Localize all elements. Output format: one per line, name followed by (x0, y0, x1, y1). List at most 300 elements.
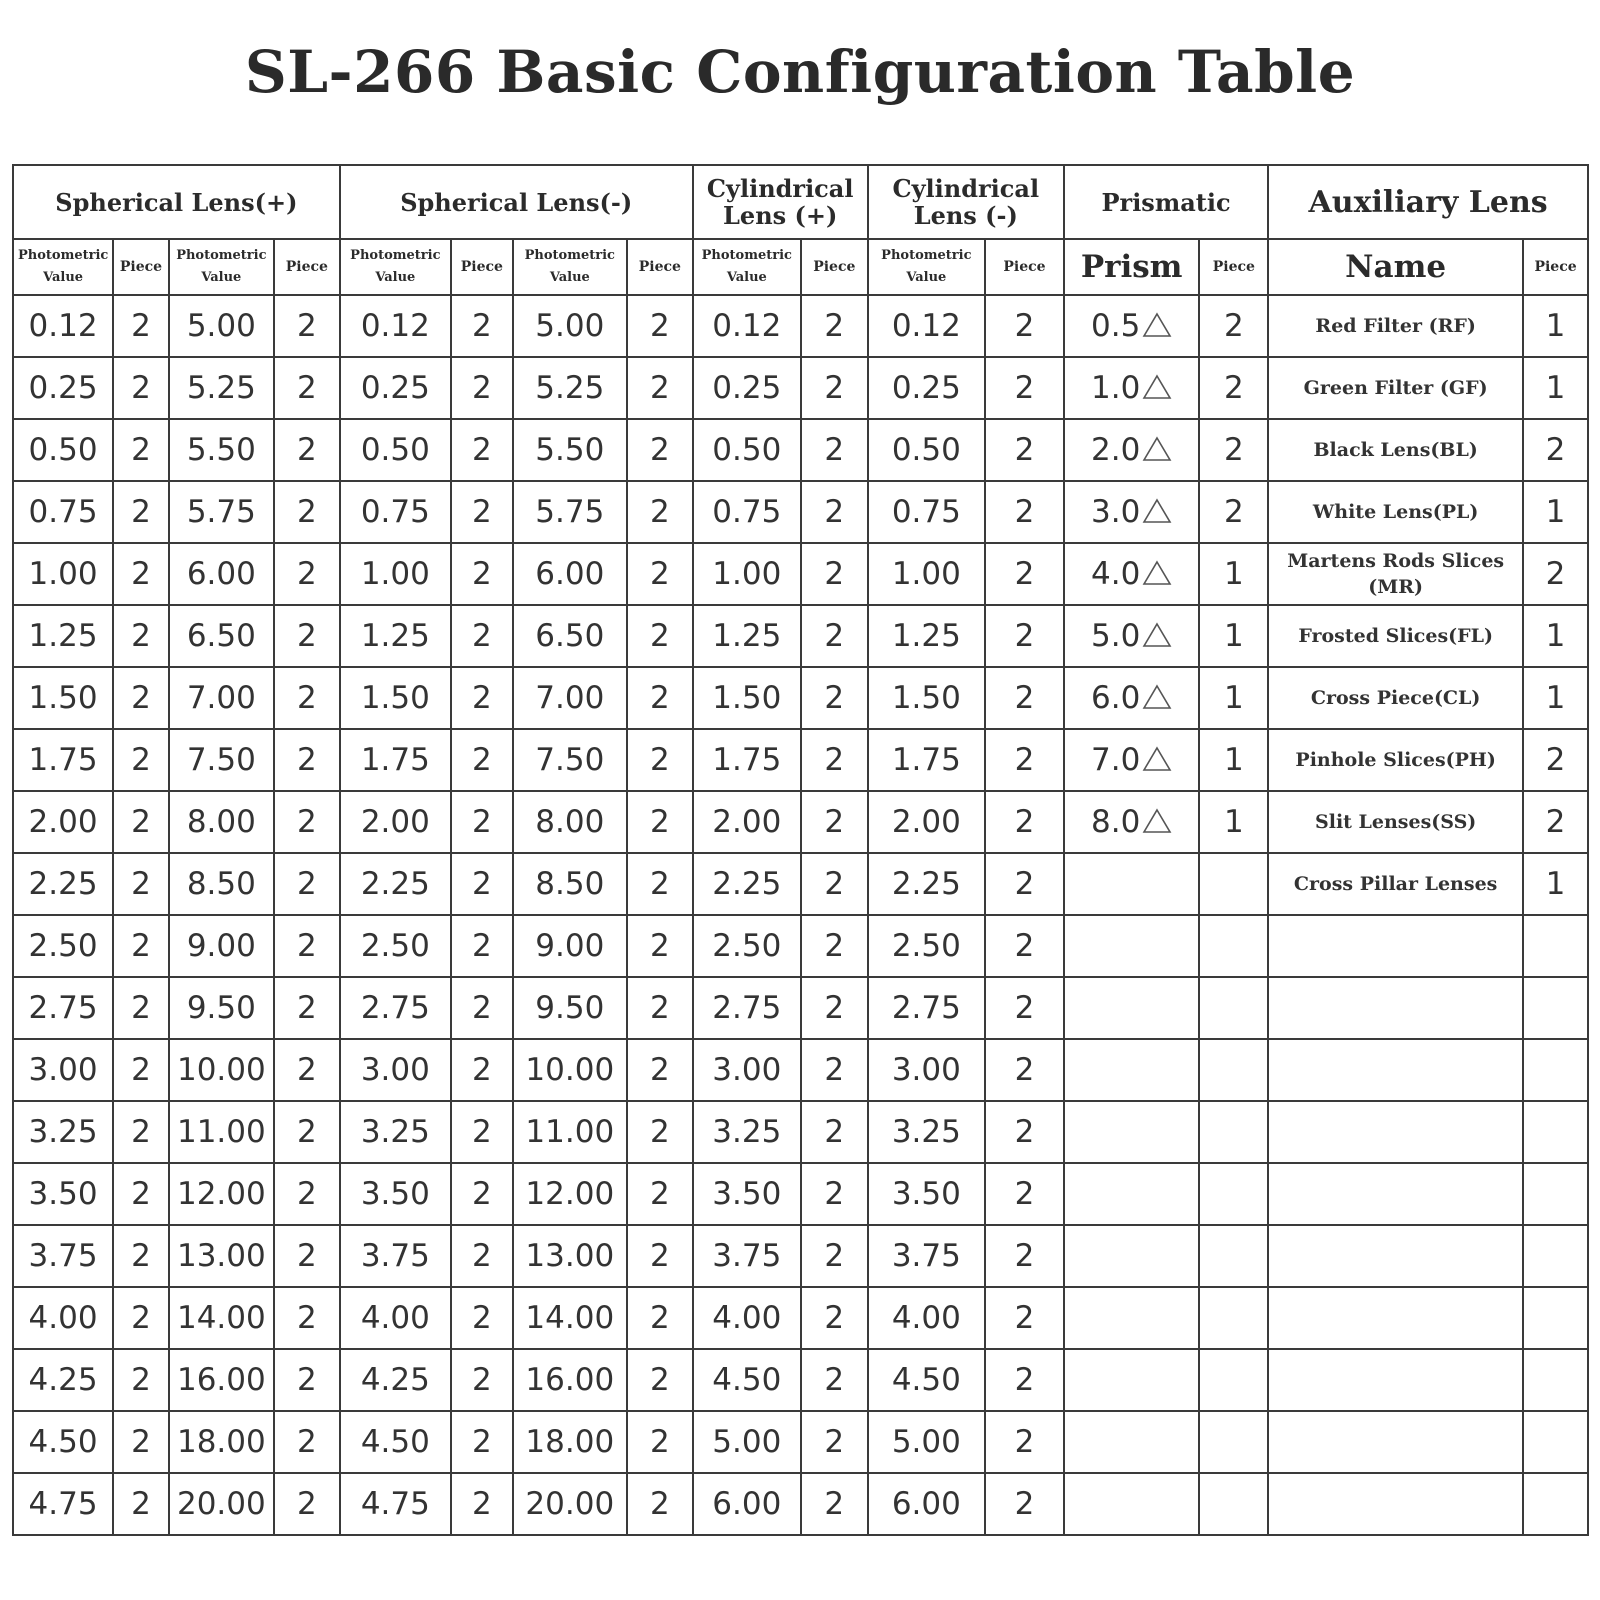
sph-minus-value: 4.50 (340, 1411, 451, 1473)
cyl-plus-piece: 2 (801, 853, 868, 915)
auxiliary-lens-name: Pinhole Slices(PH) (1268, 729, 1523, 791)
table-row (13, 1349, 1588, 1411)
sph-minus-piece: 2 (627, 1349, 693, 1411)
sph-minus-value: 0.50 (340, 419, 451, 481)
sph-plus-piece: 2 (113, 1163, 169, 1225)
sph-minus-value: 6.00 (513, 543, 627, 605)
sph-plus-piece: 2 (274, 729, 340, 791)
cyl-plus-value: 3.75 (693, 1225, 801, 1287)
sph-plus-piece: 2 (274, 419, 340, 481)
cyl-minus-piece: 2 (985, 853, 1064, 915)
configuration-table (12, 164, 1589, 1536)
sph-minus-value: 2.25 (340, 853, 451, 915)
cyl-plus-value: 0.12 (693, 295, 801, 357)
prism-diopter-value: 1.0 (1091, 370, 1141, 406)
sph-minus-piece: 2 (451, 357, 513, 419)
sph-plus-value: 20.00 (169, 1473, 274, 1535)
sph-plus-value: 16.00 (169, 1349, 274, 1411)
sph-plus-piece: 2 (274, 357, 340, 419)
sph-minus-piece: 2 (451, 1349, 513, 1411)
table-row (13, 1287, 1588, 1349)
sph-plus-piece: 2 (113, 543, 169, 605)
cyl-plus-piece: 2 (801, 667, 868, 729)
cyl-minus-value: 1.25 (868, 605, 985, 667)
sph-minus-piece: 2 (627, 667, 693, 729)
auxiliary-lens-name: Black Lens(BL) (1268, 419, 1523, 481)
sph-minus-value: 7.50 (513, 729, 627, 791)
auxiliary-lens-name: White Lens(PL) (1268, 481, 1523, 543)
prism-value (1064, 605, 1200, 667)
sph-minus-value: 3.75 (340, 1225, 451, 1287)
sph-plus-piece: 2 (274, 1411, 340, 1473)
sph-plus-piece: 2 (274, 1225, 340, 1287)
auxiliary-piece: 1 (1523, 853, 1588, 915)
prism-diopter-value: 4.0 (1091, 556, 1141, 592)
sph-plus-piece: 2 (113, 729, 169, 791)
cyl-plus-value: 2.00 (693, 791, 801, 853)
sph-plus-value: 12.00 (169, 1163, 274, 1225)
prism-value (1064, 1101, 1200, 1163)
auxiliary-lens-name (1268, 1287, 1523, 1349)
sph-minus-piece: 2 (451, 419, 513, 481)
sph-minus-value: 7.00 (513, 667, 627, 729)
prism-value (1064, 419, 1200, 481)
prism-value (1064, 915, 1200, 977)
sph-plus-value: 7.00 (169, 667, 274, 729)
auxiliary-piece: 1 (1523, 667, 1588, 729)
auxiliary-lens-name (1268, 977, 1523, 1039)
sph-plus-value: 4.00 (13, 1287, 113, 1349)
cyl-minus-value: 3.50 (868, 1163, 985, 1225)
sph-plus-value: 0.12 (13, 295, 113, 357)
auxiliary-piece: 2 (1523, 791, 1588, 853)
sph-plus-piece: 2 (274, 1039, 340, 1101)
sph-minus-value: 9.50 (513, 977, 627, 1039)
sph-plus-value: 5.00 (169, 295, 274, 357)
sph-minus-value: 6.50 (513, 605, 627, 667)
prism-value (1064, 977, 1200, 1039)
prism-piece (1199, 1101, 1268, 1163)
prism-diopter-value: 0.5 (1091, 308, 1141, 344)
sph-minus-piece: 2 (627, 1411, 693, 1473)
auxiliary-lens-name: Slit Lenses(SS) (1268, 791, 1523, 853)
cyl-minus-value: 4.00 (868, 1287, 985, 1349)
prism-diopter-value: 2.0 (1091, 432, 1141, 468)
table-row (13, 1039, 1588, 1101)
sph-plus-piece: 2 (274, 853, 340, 915)
prism-piece (1199, 915, 1268, 977)
cyl-minus-piece: 2 (985, 543, 1064, 605)
prism-piece: 2 (1199, 419, 1268, 481)
cyl-minus-piece: 2 (985, 1411, 1064, 1473)
cyl-minus-piece: 2 (985, 1349, 1064, 1411)
sph-minus-piece: 2 (627, 915, 693, 977)
prism-diopter-value: 6.0 (1091, 680, 1141, 716)
piece-header: Piece (113, 239, 169, 295)
auxiliary-piece (1523, 915, 1588, 977)
sph-plus-piece: 2 (274, 1287, 340, 1349)
prism-piece (1199, 1163, 1268, 1225)
sph-plus-value: 1.50 (13, 667, 113, 729)
auxiliary-piece (1523, 1101, 1588, 1163)
auxiliary-piece (1523, 1473, 1588, 1535)
auxiliary-piece (1523, 1411, 1588, 1473)
sub-header-row (13, 239, 1588, 295)
prism-piece (1199, 1225, 1268, 1287)
sph-minus-value: 3.50 (340, 1163, 451, 1225)
cyl-plus-piece: 2 (801, 1349, 868, 1411)
piece-header: Piece (627, 239, 693, 295)
sph-minus-value: 4.75 (340, 1473, 451, 1535)
sph-minus-piece: 2 (451, 977, 513, 1039)
cyl-plus-value: 2.50 (693, 915, 801, 977)
sph-minus-value: 3.25 (340, 1101, 451, 1163)
sph-minus-value: 18.00 (513, 1411, 627, 1473)
auxiliary-piece: 1 (1523, 357, 1588, 419)
sph-minus-piece: 2 (451, 667, 513, 729)
sph-minus-piece: 2 (451, 605, 513, 667)
sph-minus-piece: 2 (627, 791, 693, 853)
sph-minus-value: 14.00 (513, 1287, 627, 1349)
prism-piece (1199, 1411, 1268, 1473)
auxiliary-lens-name (1268, 1163, 1523, 1225)
cyl-minus-piece: 2 (985, 1287, 1064, 1349)
table-row (13, 481, 1588, 543)
auxiliary-lens-name: Frosted Slices(FL) (1268, 605, 1523, 667)
prism-diopter-value: 7.0 (1091, 742, 1141, 778)
prism-value (1064, 1411, 1200, 1473)
prism-value (1064, 1473, 1200, 1535)
cyl-minus-value: 3.25 (868, 1101, 985, 1163)
sph-minus-value: 1.75 (340, 729, 451, 791)
sph-minus-value: 4.00 (340, 1287, 451, 1349)
triangle-icon (1142, 746, 1172, 772)
photometric-value-header: Photometric Value (513, 239, 627, 295)
auxiliary-lens-name (1268, 1101, 1523, 1163)
cyl-plus-value: 0.25 (693, 357, 801, 419)
sph-minus-piece: 2 (451, 1287, 513, 1349)
auxiliary-piece (1523, 977, 1588, 1039)
sph-minus-piece: 2 (627, 1039, 693, 1101)
sph-plus-value: 14.00 (169, 1287, 274, 1349)
prism-piece (1199, 1473, 1268, 1535)
triangle-icon (1142, 560, 1172, 586)
table-row (13, 915, 1588, 977)
triangle-icon (1142, 312, 1172, 338)
piece-header: Piece (801, 239, 868, 295)
sph-plus-piece: 2 (113, 1473, 169, 1535)
sph-plus-value: 2.25 (13, 853, 113, 915)
sph-minus-value: 2.75 (340, 977, 451, 1039)
sph-minus-piece: 2 (627, 1163, 693, 1225)
sph-plus-value: 4.75 (13, 1473, 113, 1535)
sph-minus-piece: 2 (627, 977, 693, 1039)
prism-value (1064, 1349, 1200, 1411)
prism-header: Prism (1064, 239, 1200, 295)
sph-minus-piece: 2 (627, 357, 693, 419)
cyl-plus-value: 1.75 (693, 729, 801, 791)
sph-plus-value: 0.50 (13, 419, 113, 481)
sph-plus-piece: 2 (113, 853, 169, 915)
table-row (13, 357, 1588, 419)
sph-plus-value: 7.50 (169, 729, 274, 791)
cyl-plus-value: 3.50 (693, 1163, 801, 1225)
prism-diopter-value: 5.0 (1091, 618, 1141, 654)
auxiliary-piece: 1 (1523, 605, 1588, 667)
piece-header: Piece (274, 239, 340, 295)
sph-plus-piece: 2 (274, 481, 340, 543)
table-row (13, 791, 1588, 853)
sph-plus-value: 2.00 (13, 791, 113, 853)
cyl-minus-piece: 2 (985, 481, 1064, 543)
prism-piece (1199, 853, 1268, 915)
sph-plus-piece: 2 (274, 915, 340, 977)
sph-plus-value: 1.75 (13, 729, 113, 791)
sph-plus-piece: 2 (113, 977, 169, 1039)
prism-piece: 1 (1199, 667, 1268, 729)
triangle-icon (1142, 498, 1172, 524)
group-header-row (13, 165, 1588, 239)
sph-plus-piece: 2 (274, 1163, 340, 1225)
cyl-minus-value: 2.25 (868, 853, 985, 915)
sph-plus-value: 0.25 (13, 357, 113, 419)
sph-minus-value: 8.00 (513, 791, 627, 853)
cyl-minus-value: 6.00 (868, 1473, 985, 1535)
sph-plus-piece: 2 (274, 295, 340, 357)
photometric-value-header: Photometric Value (340, 239, 451, 295)
cyl-plus-value: 3.00 (693, 1039, 801, 1101)
cyl-minus-value: 0.25 (868, 357, 985, 419)
sph-plus-value: 6.50 (169, 605, 274, 667)
sph-minus-value: 11.00 (513, 1101, 627, 1163)
sph-minus-piece: 2 (627, 605, 693, 667)
sph-minus-piece: 2 (451, 481, 513, 543)
sph-plus-value: 2.75 (13, 977, 113, 1039)
sph-minus-value: 20.00 (513, 1473, 627, 1535)
piece-header: Piece (1523, 239, 1588, 295)
sph-minus-piece: 2 (627, 1473, 693, 1535)
auxiliary-lens-name: Green Filter (GF) (1268, 357, 1523, 419)
sph-minus-piece: 2 (627, 1101, 693, 1163)
sph-plus-piece: 2 (113, 791, 169, 853)
cyl-plus-piece: 2 (801, 419, 868, 481)
auxiliary-lens-name (1268, 915, 1523, 977)
cyl-plus-piece: 2 (801, 915, 868, 977)
prism-value (1064, 357, 1200, 419)
table-row (13, 605, 1588, 667)
table-row (13, 667, 1588, 729)
table-row (13, 1411, 1588, 1473)
sph-minus-value: 4.25 (340, 1349, 451, 1411)
sph-plus-value: 9.00 (169, 915, 274, 977)
cyl-minus-value: 0.75 (868, 481, 985, 543)
prism-value (1064, 543, 1200, 605)
sph-plus-piece: 2 (113, 605, 169, 667)
sph-plus-piece: 2 (113, 1349, 169, 1411)
header-spherical-minus: Spherical Lens(-) (340, 165, 693, 239)
sph-minus-piece: 2 (627, 481, 693, 543)
sph-minus-value: 5.00 (513, 295, 627, 357)
table-row (13, 729, 1588, 791)
cyl-plus-piece: 2 (801, 977, 868, 1039)
sph-minus-value: 8.50 (513, 853, 627, 915)
prism-value (1064, 1163, 1200, 1225)
cyl-plus-value: 1.00 (693, 543, 801, 605)
name-header: Name (1268, 239, 1523, 295)
header-cylindrical-minus: Cylindrical Lens (-) (868, 165, 1064, 239)
sph-plus-value: 8.50 (169, 853, 274, 915)
cyl-minus-piece: 2 (985, 1473, 1064, 1535)
cyl-minus-value: 3.75 (868, 1225, 985, 1287)
prism-value (1064, 853, 1200, 915)
prism-piece: 2 (1199, 481, 1268, 543)
sph-plus-piece: 2 (113, 357, 169, 419)
prism-diopter-value: 8.0 (1091, 804, 1141, 840)
cyl-plus-value: 4.00 (693, 1287, 801, 1349)
sph-plus-piece: 2 (274, 667, 340, 729)
sph-plus-value: 6.00 (169, 543, 274, 605)
cyl-plus-piece: 2 (801, 357, 868, 419)
sph-minus-value: 0.12 (340, 295, 451, 357)
sph-minus-piece: 2 (627, 1225, 693, 1287)
table-row (13, 295, 1588, 357)
prism-value (1064, 729, 1200, 791)
sph-minus-piece: 2 (451, 915, 513, 977)
auxiliary-piece (1523, 1349, 1588, 1411)
sph-plus-value: 1.25 (13, 605, 113, 667)
cyl-plus-piece: 2 (801, 481, 868, 543)
sph-plus-piece: 2 (113, 1411, 169, 1473)
auxiliary-piece: 2 (1523, 419, 1588, 481)
cyl-plus-piece: 2 (801, 729, 868, 791)
sph-plus-piece: 2 (274, 605, 340, 667)
cyl-minus-piece: 2 (985, 667, 1064, 729)
sph-plus-value: 0.75 (13, 481, 113, 543)
cyl-plus-piece: 2 (801, 1163, 868, 1225)
sph-plus-value: 13.00 (169, 1225, 274, 1287)
sph-plus-value: 5.50 (169, 419, 274, 481)
cyl-minus-value: 2.50 (868, 915, 985, 977)
cyl-minus-piece: 2 (985, 295, 1064, 357)
auxiliary-lens-name: Cross Pillar Lenses (1268, 853, 1523, 915)
sph-minus-piece: 2 (627, 853, 693, 915)
sph-minus-value: 12.00 (513, 1163, 627, 1225)
cyl-plus-piece: 2 (801, 1101, 868, 1163)
sph-minus-value: 9.00 (513, 915, 627, 977)
sph-minus-value: 13.00 (513, 1225, 627, 1287)
prism-value (1064, 481, 1200, 543)
prism-piece: 1 (1199, 729, 1268, 791)
cyl-plus-value: 1.25 (693, 605, 801, 667)
auxiliary-piece (1523, 1287, 1588, 1349)
prism-value (1064, 667, 1200, 729)
sph-minus-value: 2.50 (340, 915, 451, 977)
photometric-value-header: Photometric Value (169, 239, 274, 295)
sph-minus-piece: 2 (627, 1287, 693, 1349)
sph-plus-value: 9.50 (169, 977, 274, 1039)
sph-minus-piece: 2 (451, 1411, 513, 1473)
table-row (13, 543, 1588, 605)
cyl-minus-value: 5.00 (868, 1411, 985, 1473)
cyl-minus-value: 0.12 (868, 295, 985, 357)
sph-minus-value: 5.25 (513, 357, 627, 419)
cyl-plus-piece: 2 (801, 1473, 868, 1535)
sph-minus-piece: 2 (627, 419, 693, 481)
cyl-minus-piece: 2 (985, 1163, 1064, 1225)
cyl-plus-piece: 2 (801, 1287, 868, 1349)
sph-plus-piece: 2 (113, 481, 169, 543)
cyl-minus-value: 1.50 (868, 667, 985, 729)
sph-minus-piece: 2 (451, 1473, 513, 1535)
photometric-value-header: Photometric Value (13, 239, 113, 295)
auxiliary-lens-name: Red Filter (RF) (1268, 295, 1523, 357)
sph-plus-piece: 2 (113, 1039, 169, 1101)
sph-plus-piece: 2 (274, 543, 340, 605)
sph-plus-value: 5.75 (169, 481, 274, 543)
triangle-icon (1142, 436, 1172, 462)
sph-plus-value: 11.00 (169, 1101, 274, 1163)
sph-minus-piece: 2 (451, 1163, 513, 1225)
cyl-plus-piece: 2 (801, 1225, 868, 1287)
cyl-plus-value: 1.50 (693, 667, 801, 729)
sph-minus-piece: 2 (451, 295, 513, 357)
header-auxiliary-lens: Auxiliary Lens (1268, 165, 1588, 239)
cyl-plus-piece: 2 (801, 1039, 868, 1101)
prism-piece: 2 (1199, 295, 1268, 357)
auxiliary-piece (1523, 1163, 1588, 1225)
cyl-minus-piece: 2 (985, 977, 1064, 1039)
cyl-plus-value: 6.00 (693, 1473, 801, 1535)
header-spherical-plus: Spherical Lens(+) (13, 165, 340, 239)
sph-minus-value: 5.75 (513, 481, 627, 543)
sph-plus-value: 3.00 (13, 1039, 113, 1101)
cyl-minus-value: 4.50 (868, 1349, 985, 1411)
sph-plus-piece: 2 (113, 1101, 169, 1163)
cyl-minus-piece: 2 (985, 419, 1064, 481)
sph-minus-value: 1.25 (340, 605, 451, 667)
auxiliary-lens-name: Cross Piece(CL) (1268, 667, 1523, 729)
auxiliary-lens-name: Martens Rods Slices (MR) (1268, 543, 1523, 605)
auxiliary-lens-name (1268, 1039, 1523, 1101)
table-row (13, 1163, 1588, 1225)
cyl-plus-value: 5.00 (693, 1411, 801, 1473)
header-prismatic: Prismatic (1064, 165, 1268, 239)
sph-minus-piece: 2 (627, 295, 693, 357)
sph-plus-value: 3.75 (13, 1225, 113, 1287)
prism-piece (1199, 1349, 1268, 1411)
cyl-minus-piece: 2 (985, 1225, 1064, 1287)
prism-value (1064, 791, 1200, 853)
sph-plus-piece: 2 (113, 915, 169, 977)
piece-header: Piece (1199, 239, 1268, 295)
cyl-minus-piece: 2 (985, 1039, 1064, 1101)
cyl-plus-value: 2.25 (693, 853, 801, 915)
sph-plus-value: 10.00 (169, 1039, 274, 1101)
auxiliary-piece: 1 (1523, 295, 1588, 357)
sph-plus-piece: 2 (113, 1287, 169, 1349)
sph-minus-piece: 2 (451, 729, 513, 791)
sph-plus-value: 4.25 (13, 1349, 113, 1411)
sph-plus-piece: 2 (113, 667, 169, 729)
sph-minus-piece: 2 (451, 543, 513, 605)
table-body (13, 295, 1588, 1535)
table-row (13, 419, 1588, 481)
cyl-plus-piece: 2 (801, 1411, 868, 1473)
cyl-minus-value: 1.75 (868, 729, 985, 791)
cyl-plus-value: 2.75 (693, 977, 801, 1039)
cyl-minus-value: 3.00 (868, 1039, 985, 1101)
auxiliary-lens-name (1268, 1411, 1523, 1473)
